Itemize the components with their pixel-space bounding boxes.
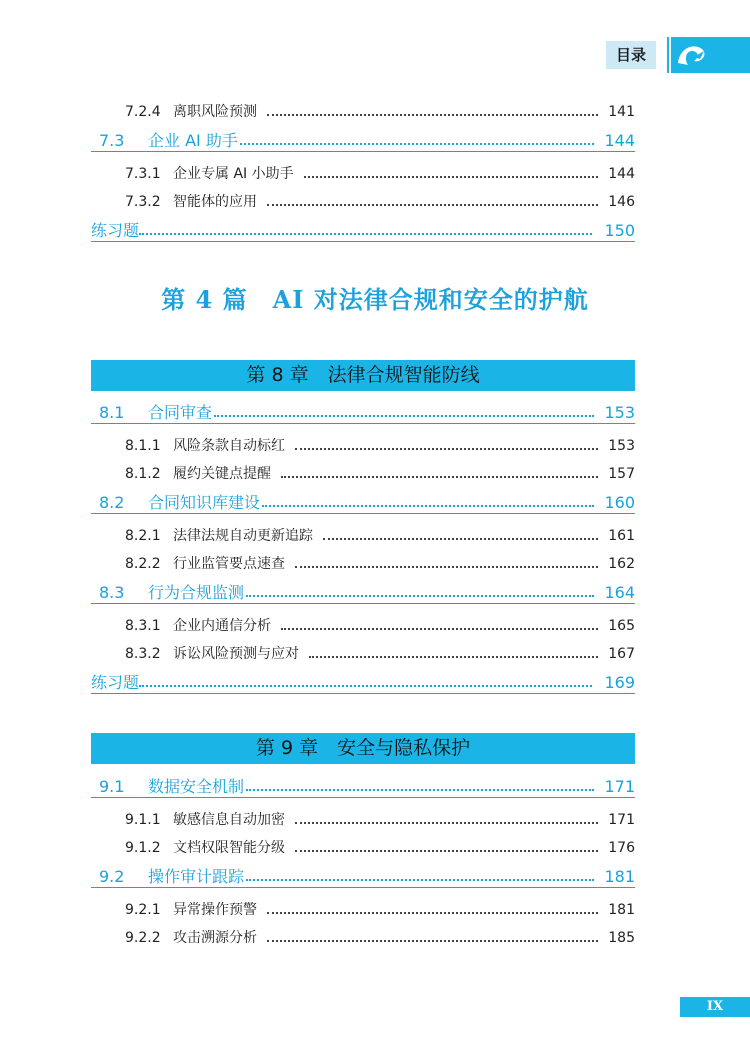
- entry-page: 176: [608, 840, 635, 856]
- entry-page: 185: [608, 930, 635, 946]
- part-title: 第 4 篇 AI 对法律合规和安全的护航: [161, 285, 589, 314]
- entry-number: 7.2.4: [125, 104, 161, 120]
- toc-entry-8-3-1[interactable]: [91, 612, 635, 636]
- entry-title: 法律法规自动更新追踪: [173, 528, 313, 544]
- entry-title: 敏感信息自动加密: [173, 812, 285, 828]
- dot-leader: [295, 822, 598, 824]
- entry-page: 144: [608, 166, 635, 182]
- entry-title: 离职风险预测: [173, 104, 257, 120]
- exercises-title: 练习题: [91, 673, 140, 692]
- entry-number: 9.1.2: [125, 840, 161, 856]
- exercises-page: 150: [604, 221, 635, 240]
- section-title: 合同知识库建设: [148, 493, 261, 512]
- section-number: 8.1: [99, 403, 125, 422]
- entry-number: 8.3.2: [125, 646, 161, 662]
- entry-title: 诉讼风险预测与应对: [173, 646, 299, 662]
- entry-page: 161: [608, 528, 635, 544]
- entry-page: 181: [608, 902, 635, 918]
- section-page: 171: [604, 777, 635, 796]
- toc-entry-8-2-2[interactable]: [91, 550, 635, 574]
- section-page: 144: [604, 131, 635, 150]
- dot-leader: [246, 789, 594, 791]
- section-title: 企业 AI 助手: [148, 131, 238, 150]
- section-title: 行为合规监测: [148, 583, 245, 602]
- dot-leader: [281, 476, 598, 478]
- entry-title: 履约关键点提醒: [173, 466, 271, 482]
- entry-page: 157: [608, 466, 635, 482]
- dot-leader: [240, 143, 595, 145]
- toc-entry-9-1-2[interactable]: [91, 834, 635, 858]
- chapter-9-heading[interactable]: 第 9 章 安全与隐私保护: [91, 733, 635, 764]
- entry-title: 异常操作预警: [173, 902, 257, 918]
- toc-entry-7-3-1[interactable]: [91, 160, 635, 184]
- dot-leader: [267, 204, 598, 206]
- section-number: 9.1: [99, 777, 125, 796]
- toc-entry-8-2-1[interactable]: [91, 522, 635, 546]
- dot-leader: [323, 538, 598, 540]
- entry-page: 146: [608, 194, 635, 210]
- dot-leader: [267, 114, 598, 116]
- dot-leader: [304, 176, 599, 178]
- exercises-title: 练习题: [91, 221, 140, 240]
- section-title: 合同审查: [148, 403, 213, 422]
- section-number: 9.2: [99, 867, 125, 886]
- page-number: IX: [680, 997, 750, 1017]
- section-title: 操作审计跟踪: [148, 867, 245, 886]
- exercises-page: 169: [604, 673, 635, 692]
- section-page: 153: [604, 403, 635, 422]
- toc-exercises-ch8[interactable]: [91, 668, 635, 694]
- toc-entry-9-2-1[interactable]: [91, 896, 635, 920]
- entry-title: 攻击溯源分析: [173, 930, 257, 946]
- section-title: 数据安全机制: [148, 777, 245, 796]
- toc-entry-8-1-2[interactable]: [91, 460, 635, 484]
- entry-number: 7.3.2: [125, 194, 161, 210]
- toc-entry-7-2-4[interactable]: [91, 98, 635, 122]
- entry-page: 162: [608, 556, 635, 572]
- section-page: 181: [604, 867, 635, 886]
- entry-number: 8.1.1: [125, 438, 161, 454]
- dot-leader: [295, 448, 598, 450]
- entry-title: 企业内通信分析: [173, 618, 271, 634]
- toc-section-8-2[interactable]: [91, 488, 635, 514]
- entry-number: 8.1.2: [125, 466, 161, 482]
- section-number: 7.3: [99, 131, 125, 150]
- entry-number: 8.2.1: [125, 528, 161, 544]
- toc-entry-7-3-2[interactable]: [91, 188, 635, 212]
- toc-exercises-ch7[interactable]: [91, 216, 635, 242]
- entry-number: 8.2.2: [125, 556, 161, 572]
- dot-leader: [281, 628, 598, 630]
- entry-number: 9.2.1: [125, 902, 161, 918]
- toc-section-8-1[interactable]: [91, 398, 635, 424]
- entry-number: 7.3.1: [125, 166, 161, 182]
- dot-leader: [139, 685, 592, 687]
- entry-number: 8.3.1: [125, 618, 161, 634]
- dot-leader: [295, 566, 598, 568]
- dot-leader: [262, 505, 594, 507]
- brand-logo-icon: [664, 37, 750, 73]
- entry-title: 企业专属 AI 小助手: [173, 166, 294, 182]
- section-number: 8.2: [99, 493, 125, 512]
- toc-tab-label: 目录: [606, 41, 656, 69]
- entry-number: 9.1.1: [125, 812, 161, 828]
- dot-leader: [139, 233, 592, 235]
- chapter-8-heading[interactable]: 第 8 章 法律合规智能防线: [91, 360, 635, 391]
- toc-section-7-3[interactable]: [91, 126, 635, 152]
- toc-entry-9-1-1[interactable]: [91, 806, 635, 830]
- dot-leader: [214, 415, 594, 417]
- dot-leader: [267, 940, 598, 942]
- entry-page: 171: [608, 812, 635, 828]
- entry-title: 行业监管要点速查: [173, 556, 285, 572]
- dot-leader: [246, 879, 594, 881]
- dot-leader: [295, 850, 598, 852]
- toc-section-9-1[interactable]: [91, 772, 635, 798]
- entry-number: 9.2.2: [125, 930, 161, 946]
- toc-entry-9-2-2[interactable]: [91, 924, 635, 948]
- toc-entry-8-1-1[interactable]: [91, 432, 635, 456]
- entry-page: 167: [608, 646, 635, 662]
- entry-page: 153: [608, 438, 635, 454]
- entry-title: 文档权限智能分级: [173, 840, 285, 856]
- toc-section-8-3[interactable]: [91, 578, 635, 604]
- entry-title: 风险条款自动标红: [173, 438, 285, 454]
- section-number: 8.3: [99, 583, 125, 602]
- section-page: 164: [604, 583, 635, 602]
- dot-leader: [309, 656, 598, 658]
- dot-leader: [246, 595, 594, 597]
- toc-section-9-2[interactable]: [91, 862, 635, 888]
- entry-page: 141: [608, 104, 635, 120]
- dot-leader: [267, 912, 598, 914]
- entry-page: 165: [608, 618, 635, 634]
- toc-entry-8-3-2[interactable]: [91, 640, 635, 664]
- section-page: 160: [604, 493, 635, 512]
- entry-title: 智能体的应用: [173, 194, 257, 210]
